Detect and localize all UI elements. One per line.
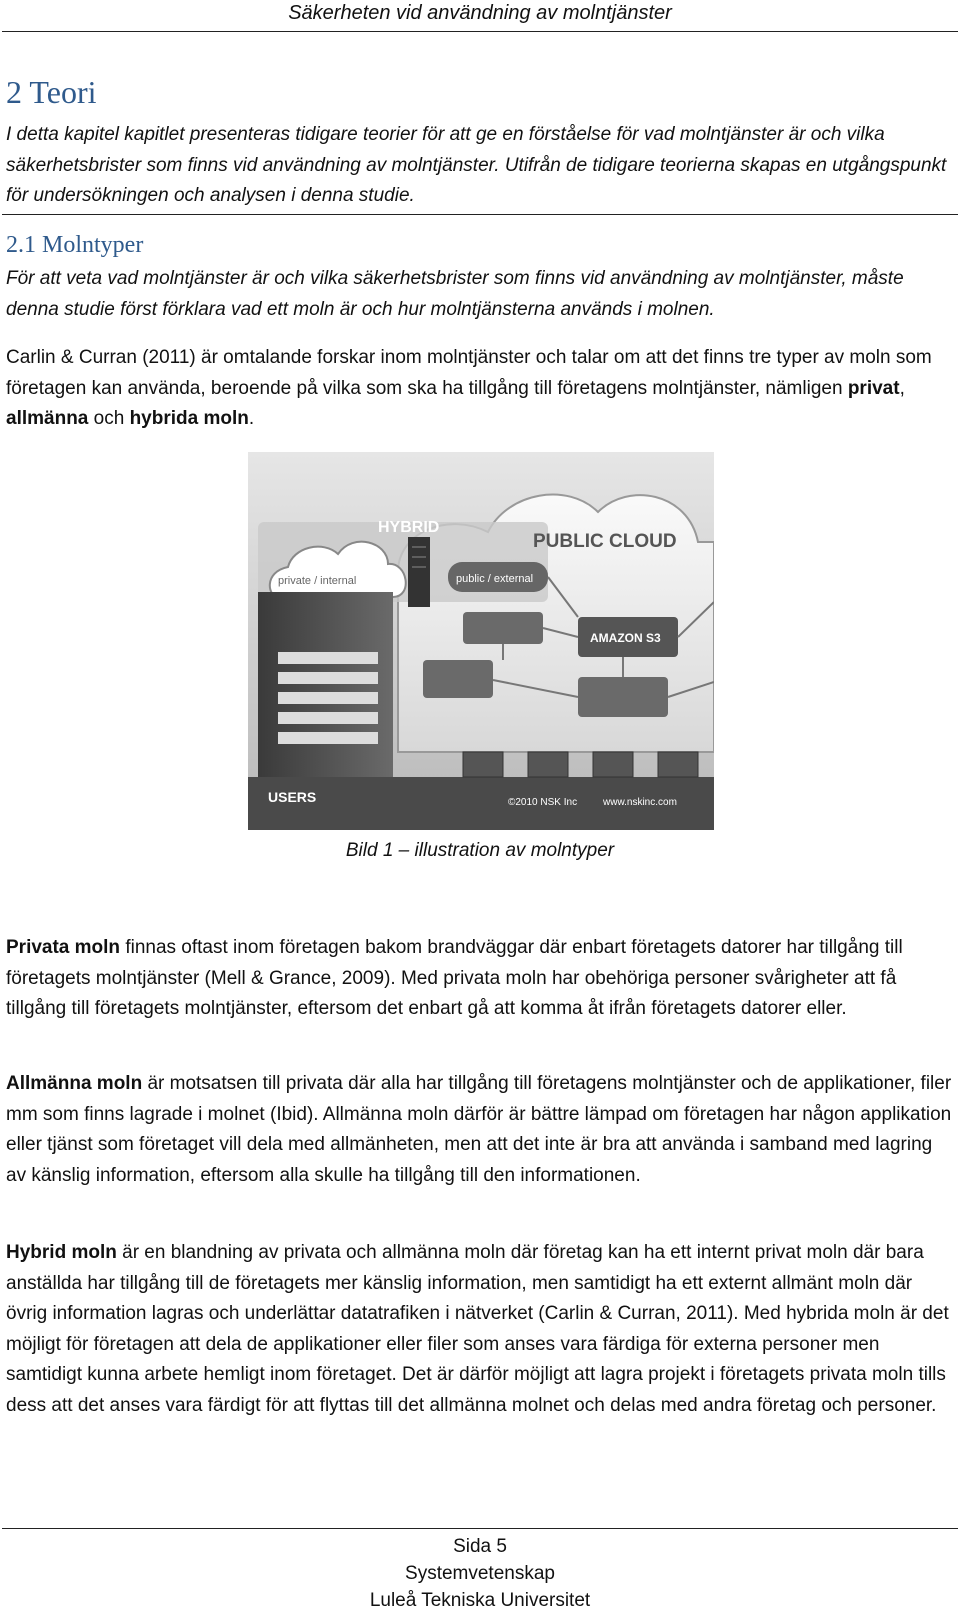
cloud-illustration [248, 452, 714, 830]
term-privata-moln: Privata moln [6, 937, 121, 958]
header-rule [2, 31, 958, 32]
server-box [423, 660, 493, 698]
footer-university: Luleå Tekniska Universitet [369, 1590, 591, 1611]
running-header: Säkerheten vid användning av molntjänster [288, 2, 672, 24]
term-hybrid-moln: Hybrid moln [6, 1242, 117, 1263]
term-allmanna: allmänna [6, 408, 89, 429]
section-intro: I detta kapitel kapitlet presenteras tidigare teorier för att ge en förståelse för vad molntjänster är och vilka säkerhetsbrister som finns vid användning av molntjänster. Utifrån de tidigare teorierna skapas en utgångspunkt för undersökningen och analysen i denna studie. [6, 124, 947, 206]
figure-url: www.nskinc.com [603, 797, 677, 808]
footer-rule [2, 1528, 958, 1529]
public-cloud-paragraph: Allmänna moln är motsatsen till privata där alla har tillgång till företagens molntjänster och de applikationer, filer mm som finns lagrade i molnet (Ibid). Allmänna moln därför är bättre lämpad om företagen har någon applikation eller tjänst som företaget vill dela med allmänheten, men att det inte är bra att använda i samband med lagring av känslig information, eftersom alla skulle ha tillgång till den informationen. [6, 1073, 952, 1186]
section-rule [2, 214, 958, 215]
figure-copyright: ©2010 NSK Inc [508, 797, 578, 808]
server-box [578, 677, 668, 717]
footer-page-number: Sida 5 [453, 1536, 507, 1557]
subsection-intro: För att veta vad molntjänster är och vilka säkerhetsbrister som finns vid användning av molntjänster, måste denna studie först förklara vad ett moln är och hur molntjänsterna används i molnen. [6, 268, 904, 320]
term-privat: privat [847, 377, 900, 399]
figure-label-public-cloud: PUBLIC CLOUD [533, 531, 677, 552]
cloud-types-figure [248, 452, 714, 830]
section-title: 2 Teori [6, 74, 97, 110]
figure-label-private: private / internal [278, 575, 357, 587]
subsection-title: 2.1 Molntyper [6, 232, 144, 258]
private-cloud-paragraph: Privata moln finnas oftast inom företagen bakom brandväggar där enbart företagets datorer har tillgång till företagets molntjänster (Mell & Grance, 2009). Med privata moln har obehöriga personer svårigheter att få tillgång till företagets molntjänster, eftersom det enbart gå att komma åt ifrån företagets datorer eller. [6, 937, 903, 1019]
term-allmanna-moln: Allmänna moln [6, 1073, 143, 1094]
figure-label-public: public / external [456, 573, 534, 585]
hybrid-cloud-paragraph: Hybrid moln är en blandning av privata och allmänna moln där företag kan ha ett internt privat moln där bara anställda har tillgång till de företagets mer känslig information, men samtidigt ha ett externt allmänt moln där övrig information lagras och underlättar datatrafiken i nätverket (Carlin & Curran, 2011). Med hybrida moln är det möjligt för företagen att dela de applikationer eller filer som anses vara färdiga för externa personer men samtidigt kunna arbete hemligt inom företaget. Det är därför möjligt att lagra projekt i företagets privata moln tills dess att det anses vara färdigt för att flyttas till det allmänna molnet och delas med andra företag och personer. [6, 1242, 949, 1416]
server-box [463, 612, 543, 644]
figure-label-amazon: AMAZON S3 [590, 631, 661, 645]
footer-department: Systemvetenskap [405, 1563, 555, 1584]
figure-label-users: USERS [268, 789, 317, 805]
term-hybrida: hybrida moln [129, 408, 249, 429]
figure-label-hybrid: HYBRID [378, 519, 440, 536]
figure-caption: Bild 1 – illustration av molntyper [345, 840, 615, 861]
carlin-paragraph: Carlin & Curran (2011) är omtalande forskar inom molntjänster och talar om att det finns tre typer av moln som företagen kan använda, beroende på vilka som ska ha tillgång till företagens molntjänster, nämligen privat, allmänna och hybrida moln. [6, 347, 932, 429]
